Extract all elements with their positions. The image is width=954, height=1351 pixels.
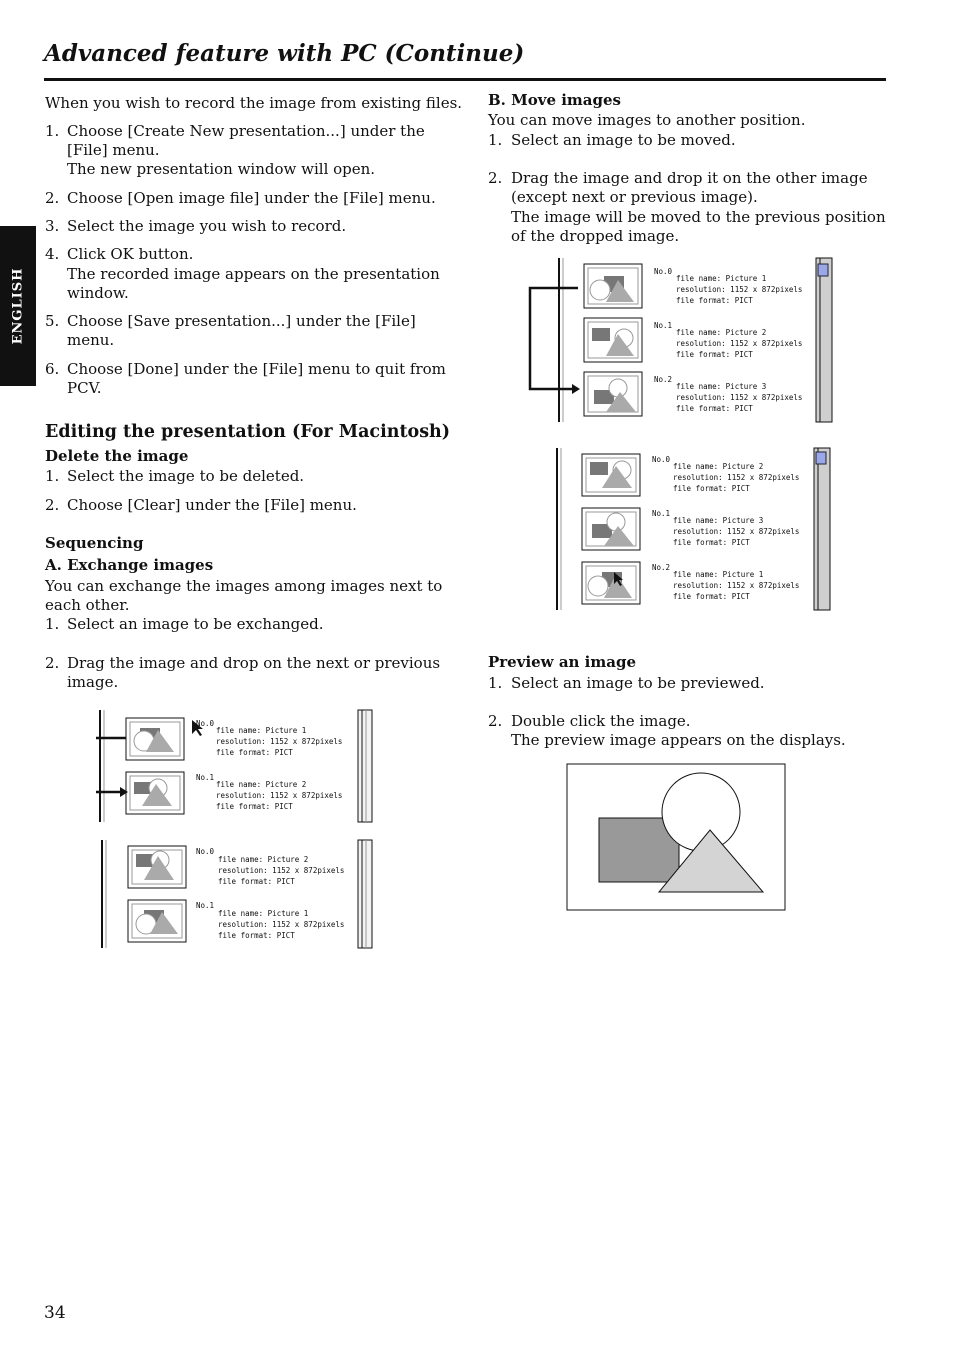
step-number: 2. bbox=[488, 169, 503, 187]
item-file-name: file name: Picture 2 bbox=[218, 855, 309, 864]
item-number: No.0 bbox=[196, 719, 215, 728]
step-text: Click OK button. bbox=[67, 245, 194, 263]
step-number: 5. bbox=[45, 312, 60, 330]
item-resolution: resolution: 1152 x 872pixels bbox=[676, 339, 803, 348]
step-text: The image will be moved to the previous position bbox=[511, 208, 886, 226]
item-format: file format: PICT bbox=[676, 404, 753, 413]
item-format: file format: PICT bbox=[673, 538, 750, 547]
item-resolution: resolution: 1152 x 872pixels bbox=[673, 527, 800, 536]
exchange-intro: You can exchange the images among images next to bbox=[45, 577, 443, 595]
step-number: 2. bbox=[45, 496, 60, 514]
item-number: No.1 bbox=[654, 321, 673, 330]
item-resolution: resolution: 1152 x 872pixels bbox=[676, 393, 803, 402]
item-format: file format: PICT bbox=[216, 748, 293, 757]
step-number: 1. bbox=[45, 615, 60, 633]
item-format: file format: PICT bbox=[218, 931, 295, 940]
step-text: Choose [Clear] under the [File] menu. bbox=[67, 496, 357, 514]
item-number: No.2 bbox=[654, 375, 673, 384]
item-file-name: file name: Picture 3 bbox=[673, 516, 764, 525]
scroll-thumb[interactable] bbox=[816, 452, 826, 464]
exchange-intro: each other. bbox=[45, 596, 130, 614]
thumbnail[interactable] bbox=[582, 508, 640, 550]
item-number: No.1 bbox=[652, 509, 671, 518]
step-number: 1. bbox=[45, 467, 60, 485]
preview-circle bbox=[662, 773, 740, 851]
scroll-thumb[interactable] bbox=[818, 264, 828, 276]
step-text: Drag the image and drop on the next or previous bbox=[67, 654, 441, 672]
item-file-name: file name: Picture 3 bbox=[676, 382, 767, 391]
step-text: menu. bbox=[67, 331, 115, 349]
step-text: The preview image appears on the displays. bbox=[511, 731, 846, 749]
preview-figure bbox=[566, 763, 788, 913]
editing-heading: Editing the presentation (For Macintosh) bbox=[45, 422, 451, 442]
move-before-figure bbox=[526, 256, 838, 424]
item-number: No.0 bbox=[652, 455, 671, 464]
arrow-head-icon bbox=[572, 384, 580, 394]
step-number: 1. bbox=[488, 131, 503, 149]
thumbnail[interactable] bbox=[584, 264, 642, 308]
step-text: Select the image to be deleted. bbox=[67, 467, 305, 485]
language-tab bbox=[0, 226, 36, 386]
step-text: Choose [Done] under the [File] menu to quit from bbox=[67, 360, 446, 378]
step-text: image. bbox=[67, 673, 119, 691]
step-number: 2. bbox=[45, 189, 60, 207]
step-text: Choose [Open image file] under the [File] menu. bbox=[67, 189, 436, 207]
item-file-name: file name: Picture 1 bbox=[218, 909, 309, 918]
thumbnail[interactable] bbox=[582, 454, 640, 496]
item-format: file format: PICT bbox=[676, 296, 753, 305]
item-format: file format: PICT bbox=[673, 592, 750, 601]
item-format: file format: PICT bbox=[673, 484, 750, 493]
step-text: PCV. bbox=[67, 379, 102, 397]
item-format: file format: PICT bbox=[216, 802, 293, 811]
thumbnail[interactable] bbox=[584, 318, 642, 362]
thumbnail[interactable] bbox=[128, 900, 186, 942]
step-number: 2. bbox=[45, 654, 60, 672]
item-file-name: file name: Picture 1 bbox=[673, 570, 764, 579]
drag-arrow bbox=[530, 288, 578, 389]
thumbnail[interactable] bbox=[126, 718, 184, 760]
item-format: file format: PICT bbox=[676, 350, 753, 359]
step-text: Drag the image and drop it on the other image bbox=[511, 169, 868, 187]
step-text: Select an image to be exchanged. bbox=[67, 615, 324, 633]
page-title: Advanced feature with PC (Continue) bbox=[44, 40, 525, 67]
step-text: Select an image to be previewed. bbox=[511, 674, 765, 692]
title-rule bbox=[44, 78, 886, 81]
item-number: No.0 bbox=[654, 267, 673, 276]
item-file-name: file name: Picture 1 bbox=[216, 726, 307, 735]
step-number: 6. bbox=[45, 360, 60, 378]
delete-heading: Delete the image bbox=[45, 447, 189, 465]
item-resolution: resolution: 1152 x 872pixels bbox=[673, 473, 800, 482]
exchange-heading: A. Exchange images bbox=[45, 556, 214, 574]
preview-heading: Preview an image bbox=[488, 653, 636, 671]
step-text: of the dropped image. bbox=[511, 227, 680, 245]
step-text: The new presentation window will open. bbox=[67, 160, 376, 178]
item-number: No.2 bbox=[652, 563, 671, 572]
item-resolution: resolution: 1152 x 872pixels bbox=[216, 737, 343, 746]
item-file-name: file name: Picture 1 bbox=[676, 274, 767, 283]
move-intro: You can move images to another position. bbox=[488, 111, 806, 129]
item-file-name: file name: Picture 2 bbox=[673, 462, 764, 471]
item-resolution: resolution: 1152 x 872pixels bbox=[216, 791, 343, 800]
exchange-before-figure bbox=[96, 708, 380, 826]
step-text: window. bbox=[67, 284, 129, 302]
thumbnail[interactable] bbox=[126, 772, 184, 814]
step-text: The recorded image appears on the presentation bbox=[67, 265, 440, 283]
step-text: Select an image to be moved. bbox=[511, 131, 736, 149]
step-text: (except next or previous image). bbox=[511, 188, 758, 206]
item-file-name: file name: Picture 2 bbox=[676, 328, 767, 337]
step-text: [File] menu. bbox=[67, 141, 160, 159]
step-number: 3. bbox=[45, 217, 60, 235]
item-resolution: resolution: 1152 x 872pixels bbox=[676, 285, 803, 294]
step-text: Choose [Save presentation...] under the [File] bbox=[67, 312, 416, 330]
item-file-name: file name: Picture 2 bbox=[216, 780, 307, 789]
item-number: No.1 bbox=[196, 901, 215, 910]
item-resolution: resolution: 1152 x 872pixels bbox=[673, 581, 800, 590]
move-heading: B. Move images bbox=[488, 91, 621, 109]
page-number: 34 bbox=[44, 1303, 66, 1323]
intro-text: When you wish to record the image from existing files. bbox=[45, 94, 463, 112]
step-number: 1. bbox=[45, 122, 60, 140]
step-number: 1. bbox=[488, 674, 503, 692]
thumbnail[interactable] bbox=[128, 846, 186, 888]
step-text: Choose [Create New presentation...] under the bbox=[67, 122, 425, 140]
thumbnail[interactable] bbox=[584, 372, 642, 416]
item-format: file format: PICT bbox=[218, 877, 295, 886]
thumbnail[interactable] bbox=[582, 562, 640, 604]
exchange-after-figure bbox=[96, 838, 380, 950]
step-number: 2. bbox=[488, 712, 503, 730]
item-resolution: resolution: 1152 x 872pixels bbox=[218, 866, 345, 875]
move-after-figure bbox=[526, 446, 838, 612]
item-number: No.0 bbox=[196, 847, 215, 856]
item-number: No.1 bbox=[196, 773, 215, 782]
item-resolution: resolution: 1152 x 872pixels bbox=[218, 920, 345, 929]
sequencing-heading: Sequencing bbox=[45, 534, 144, 552]
step-text: Double click the image. bbox=[511, 712, 691, 730]
language-tab-label: ENGLISH bbox=[10, 267, 26, 345]
step-text: Select the image you wish to record. bbox=[67, 217, 347, 235]
step-number: 4. bbox=[45, 245, 60, 263]
